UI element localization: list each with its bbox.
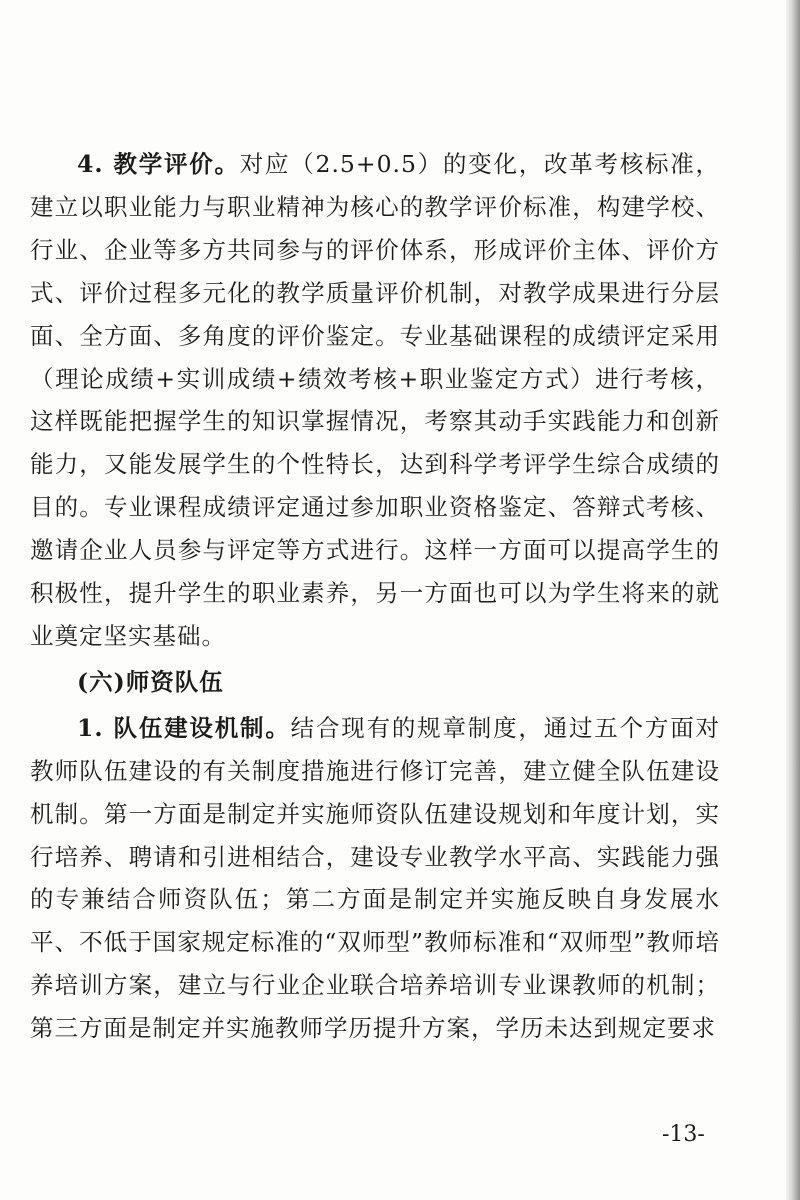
teaching-evaluation-text: 对应（2.5+0.5）的变化，改革考核标准，建立以职业能力与职业精神为核心的教学评价标准，构建学校、行业、企业等多方共同参与的评价体系，形成评价主体、评价方式、评价过程多元化的教学质量评价机制，对教学成果进行分层面、全方面、多角度的评价鉴定。专业基础课程的成绩评定采用（理论成绩+实训成绩+绩效考核+职业鉴定方式）进行考核，这样既能把握学生的知识掌握情况，考察其动手实践能力和创新能力，又能发展学生的个性特长，达到科学考评学生综合成绩的目的。专业课程成绩评定通过参加职业资格鉴定、答辩式考核、邀请企业人员参与评定等方式进行。这样一方面可以提高学生的积极性，提升学生的职业素养，另一方面也可以为学生将来的就业奠定坚实基础。 (30, 150, 721, 650)
document-body (30, 143, 720, 1050)
page-number: -13- (662, 1122, 705, 1147)
scan-page-edge (786, 0, 800, 1200)
teaching-evaluation-label: 4. 教学评价。 (77, 150, 240, 178)
team-building-label: 1. 队伍建设机制。 (77, 713, 291, 742)
paragraph-team-building (30, 707, 720, 1050)
team-building-text: 结合现有的规章制度，通过五个方面对教师队伍建设的有关制度措施进行修订完善，建立健全队伍建设机制。第一方面是制定并实施师资队伍建设规划和年度计划，实行培养、聘请和引进相结合，建设专业教学水平高、实践能力强的专兼结合师资队伍；第二方面是制定并实施反映自身发展水平、不低于国家规定标准的“双师型”教师标准和“双师型”教师培养培训方案，建立与行业企业联合培养培训专业课教师的机制；第三方面是制定并实施教师学历提升方案，学历未达到规定要求 (30, 713, 721, 1043)
section-heading-faculty: (六)师资队伍 (77, 667, 224, 696)
paragraph-teaching-evaluation (30, 143, 720, 658)
